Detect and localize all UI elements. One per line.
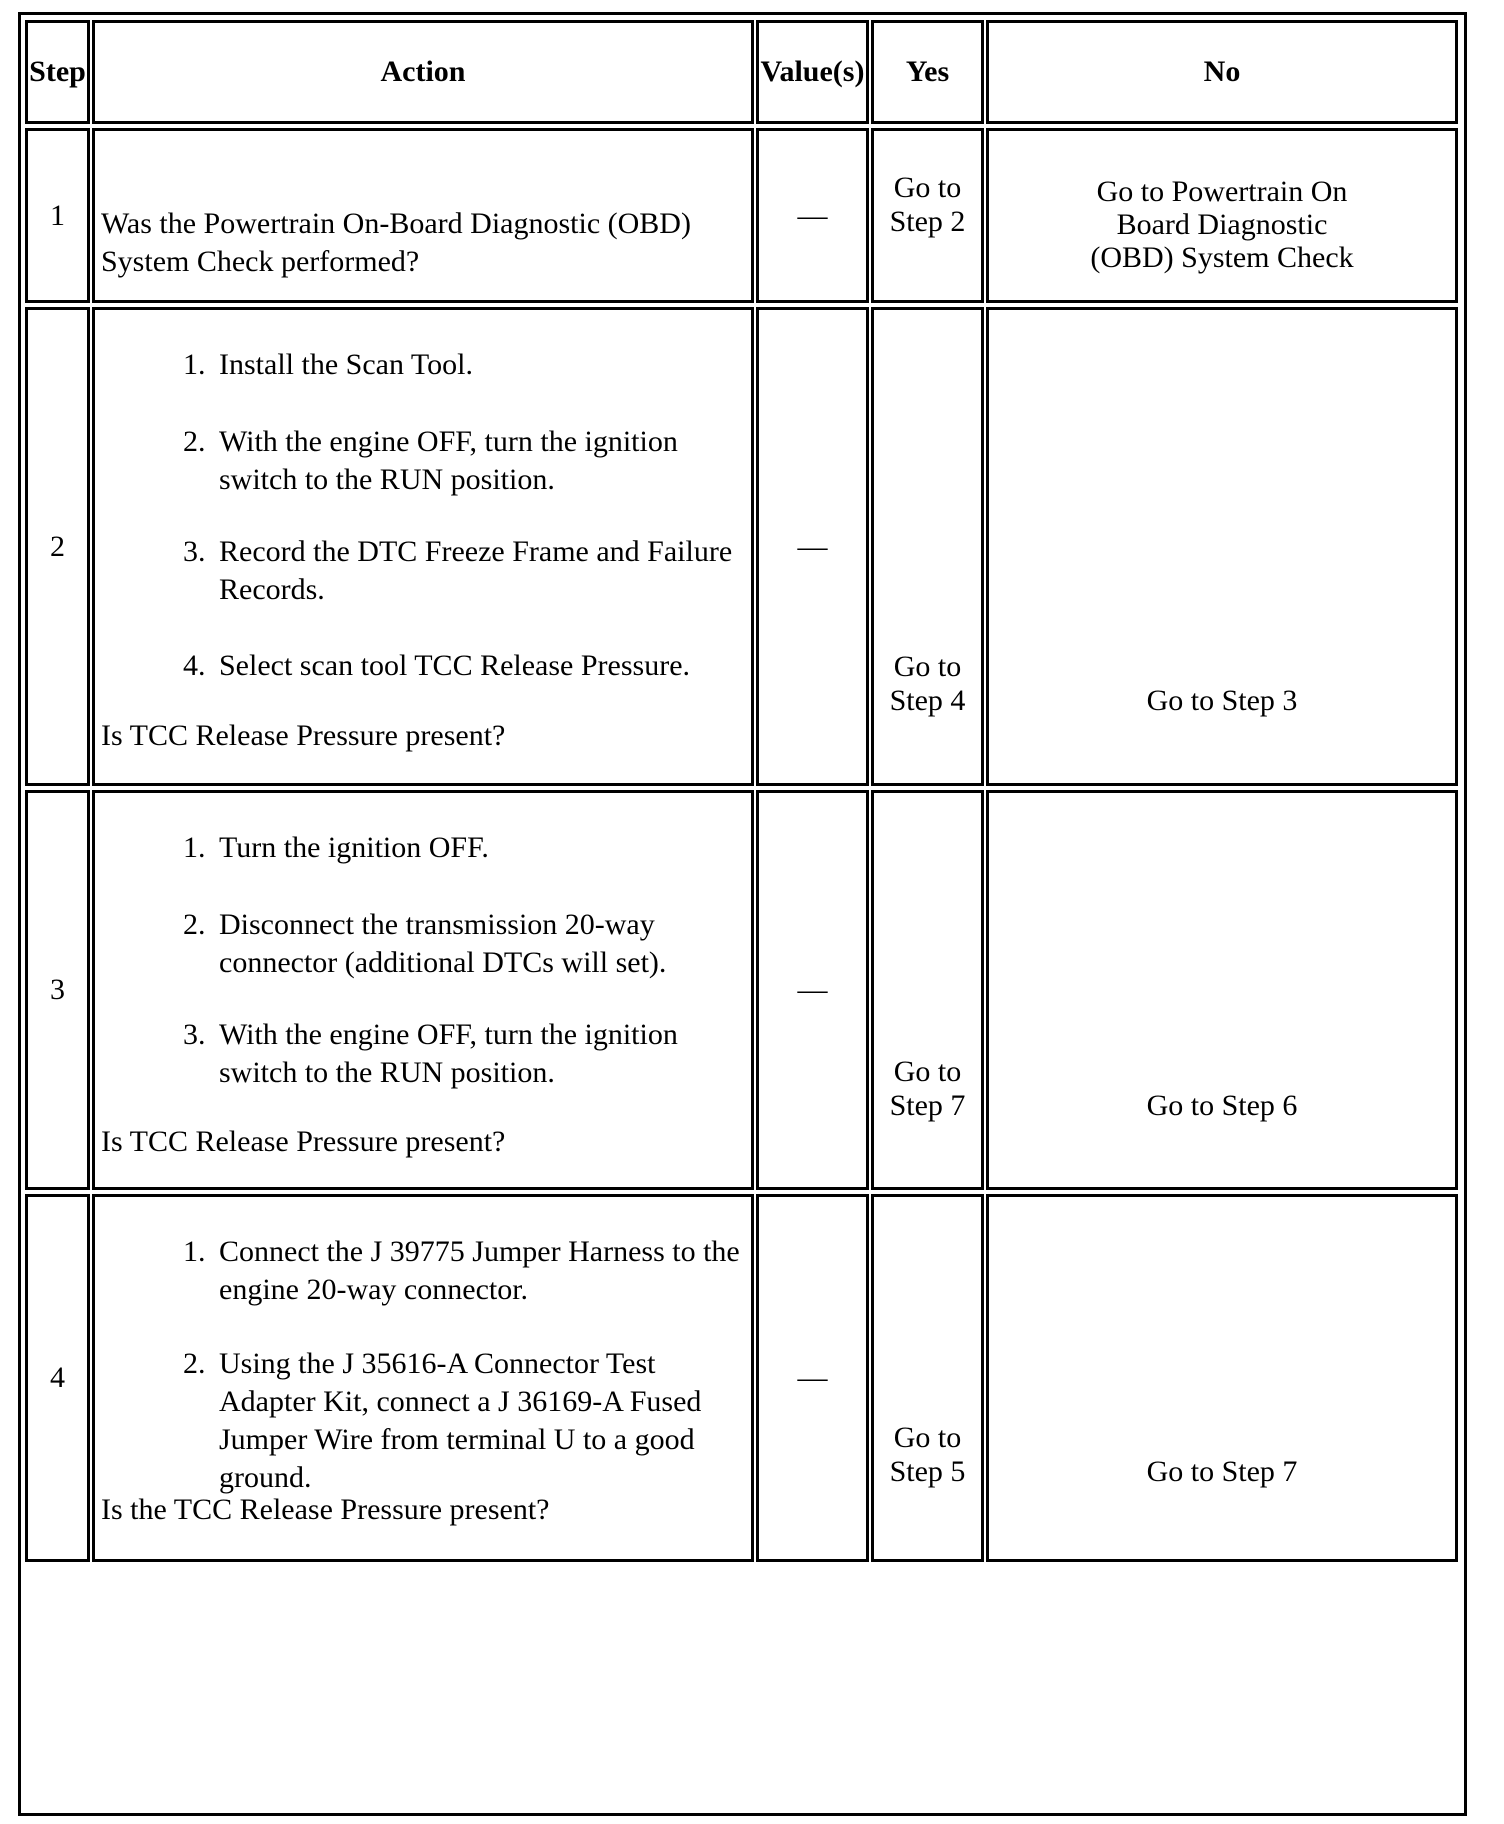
row-3-value: — (756, 790, 869, 1190)
header-yes: Yes (871, 20, 984, 124)
row-4-no-line-1: Go to Step 7 (1146, 1455, 1298, 1488)
header-values: Value(s) (756, 20, 869, 124)
row-4-yes (871, 1194, 984, 1562)
row-1-yes (871, 128, 984, 303)
row-4-action-item: Using the J 35616-A Connector Test Adapter Kit, connect a J 36169-A Fused Jumper Wire from terminal U to a good ground. (219, 1347, 702, 1494)
row-4-question: Is the TCC Release Pressure present? (101, 1493, 550, 1526)
row-4-yes-line-1: Go to (893, 1421, 962, 1454)
diagnostic-table (18, 12, 1467, 1816)
row-2-action-item: Record the DTC Freeze Frame and Failure Records. (219, 535, 733, 606)
row-2-no-line-1: Go to Step 3 (1146, 684, 1298, 717)
row-2-action (92, 307, 754, 786)
row-3-no-line-1: Go to Step 6 (1146, 1089, 1298, 1122)
row-1-no-line-1: Go to Powertrain On (1096, 175, 1348, 208)
row-3-yes (871, 790, 984, 1190)
row-2-question: Is TCC Release Pressure present? (101, 719, 506, 752)
row-3-yes-line-2: Step 7 (889, 1089, 966, 1122)
row-2-action-item: With the engine OFF, turn the ignition switch to the RUN position. (219, 425, 678, 496)
header-no: No (986, 20, 1458, 124)
row-3-action-item: With the engine OFF, turn the ignition switch to the RUN position. (219, 1018, 678, 1089)
row-4-step: 4 (25, 1194, 90, 1562)
row-1-no (986, 128, 1458, 303)
row-1-value: — (756, 128, 869, 303)
row-2-yes-line-2: Step 4 (889, 684, 966, 717)
row-2-no (986, 307, 1458, 786)
row-3-no (986, 790, 1458, 1190)
row-4-action-item: Connect the J 39775 Jumper Harness to the engine 20-way connector. (219, 1235, 740, 1306)
row-2-yes-line-1: Go to (893, 650, 962, 683)
row-4-yes-line-2: Step 5 (889, 1455, 966, 1488)
row-3-action (92, 790, 754, 1190)
row-1-yes-line-2: Step 2 (889, 205, 966, 238)
row-1-step: 1 (25, 128, 90, 303)
row-3-action-list (95, 829, 751, 1092)
row-3-action-item: Disconnect the transmission 20-way connector (additional DTCs will set). (219, 908, 667, 979)
row-1-action (92, 128, 754, 303)
row-4-action-list (95, 1233, 751, 1497)
row-2-step: 2 (25, 307, 90, 786)
row-2-action-list (95, 346, 751, 685)
row-4-no (986, 1194, 1458, 1562)
header-step: Step (25, 20, 90, 124)
row-3-yes-line-1: Go to (893, 1055, 962, 1088)
row-1-yes-line-1: Go to (893, 171, 962, 204)
row-1-question: Was the Powertrain On-Board Diagnostic (OBD) System Check performed? (101, 207, 691, 278)
row-3-step: 3 (25, 790, 90, 1190)
header-action: Action (92, 20, 754, 124)
row-1-no-line-2: Board Diagnostic (1116, 208, 1328, 241)
row-2-yes (871, 307, 984, 786)
row-3-question: Is TCC Release Pressure present? (101, 1125, 506, 1158)
row-3-action-item: Turn the ignition OFF. (219, 831, 489, 864)
row-4-value: — (756, 1194, 869, 1562)
row-2-action-item: Select scan tool TCC Release Pressure. (219, 649, 691, 682)
row-4-action (92, 1194, 754, 1562)
row-2-action-item: Install the Scan Tool. (219, 348, 473, 381)
row-1-no-line-3: (OBD) System Check (1090, 241, 1354, 274)
row-2-value: — (756, 307, 869, 786)
